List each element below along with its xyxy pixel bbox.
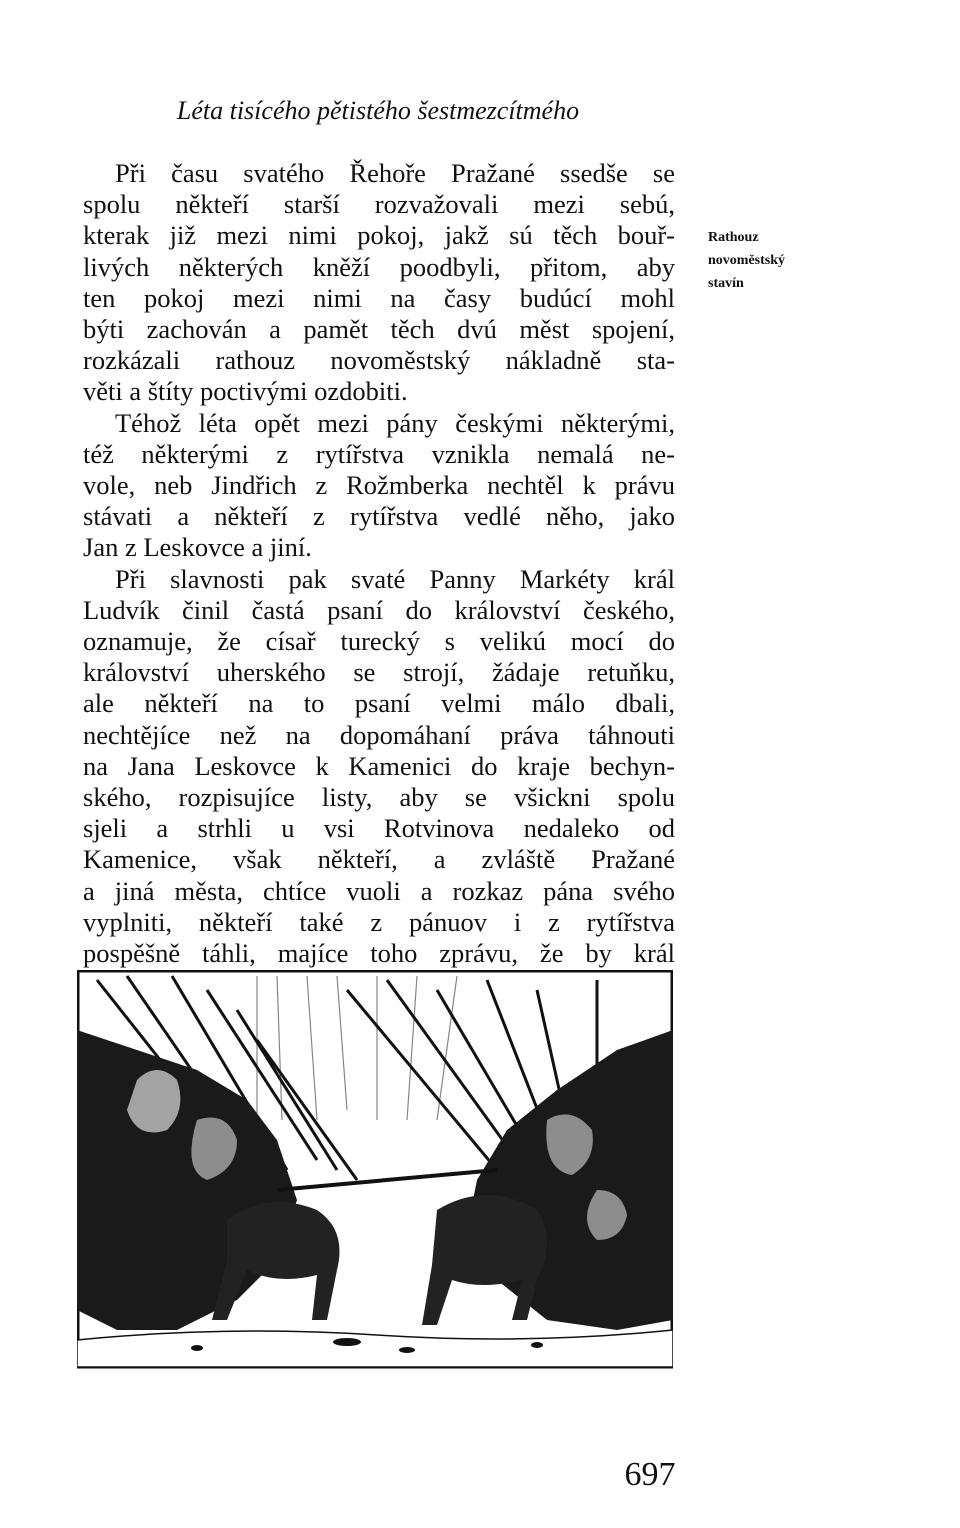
text-line: království uherského se strojí, žádaje retuňku,	[83, 657, 675, 688]
text-line: ten pokoj mezi nimi na časy budúcí mohl	[83, 282, 675, 313]
text-line: Téhož léta opět mezi pány českými některými,	[115, 407, 675, 438]
text-line: vyplniti, někteří také z pánuov i z rytířstva	[83, 906, 675, 937]
page-number: 697	[624, 1456, 676, 1493]
text-line: Ludvík činil častá psaní do království českého,	[83, 594, 675, 625]
margin-note-line: stavín	[708, 276, 744, 291]
text-line: též některými z rytířstva vznikla nemalá ne-	[83, 438, 675, 469]
text-line: spolu někteří starší rozvažovali mezi sebú,	[83, 189, 675, 220]
text-line: Jan z Leskovce a jiní.	[83, 532, 312, 563]
text-line: na Jana Leskovce k Kamenici do kraje bechyn-	[83, 750, 675, 781]
text-line: Při slavnosti pak svaté Panny Markéty král	[115, 563, 675, 594]
margin-note-line: Rathouz	[708, 230, 759, 245]
text-line: ského, rozpisujíce listy, aby se všickni spolu	[83, 782, 675, 813]
text-line: Při času svatého Řehoře Pražané ssedše se	[115, 158, 675, 188]
text-line: oznamuje, že císař turecký s velikú mocí do	[83, 626, 675, 657]
text-line: livých některých kněží poodbyli, přitom, aby	[83, 251, 675, 282]
text-line: sjeli a strhli u vsi Rotvinova nedaleko od	[83, 813, 675, 844]
text-line: nechtějíce než na dopomáhaní práva táhnouti	[83, 719, 675, 750]
text-line: a jiná města, chtíce vuoli a rozkaz pána svého	[83, 875, 675, 906]
running-header: Léta tisícého pětistého šestmezcítmého	[176, 96, 580, 125]
body-text	[83, 158, 675, 969]
text-line: Kamenice, však někteří, a zvláště Pražané	[83, 844, 675, 875]
margin-note-line: novoměstský	[708, 253, 786, 268]
text-line: kterak již mezi nimi pokoj, jakž sú těch bouř-	[83, 220, 675, 251]
text-line: stávati a někteří z rytířstva vedlé něho, jako	[83, 501, 675, 532]
text-line: rozkázali rathouz novoměstský nákladně sta-	[83, 345, 675, 376]
woodcut-illustration	[77, 970, 673, 1370]
text-line: býti zachován a pamět těch dvú měst spojení,	[83, 314, 675, 345]
text-line: ale někteří na to psaní velmi málo dbali,	[83, 688, 675, 719]
margin-note	[708, 226, 848, 295]
text-line: věti a štíty poctivými ozdobiti.	[83, 376, 408, 407]
text-line: vole, neb Jindřich z Rožmberka nechtěl k právu	[83, 470, 675, 501]
text-line: pospěšně táhli, majíce toho zprávu, že by král	[83, 938, 675, 969]
